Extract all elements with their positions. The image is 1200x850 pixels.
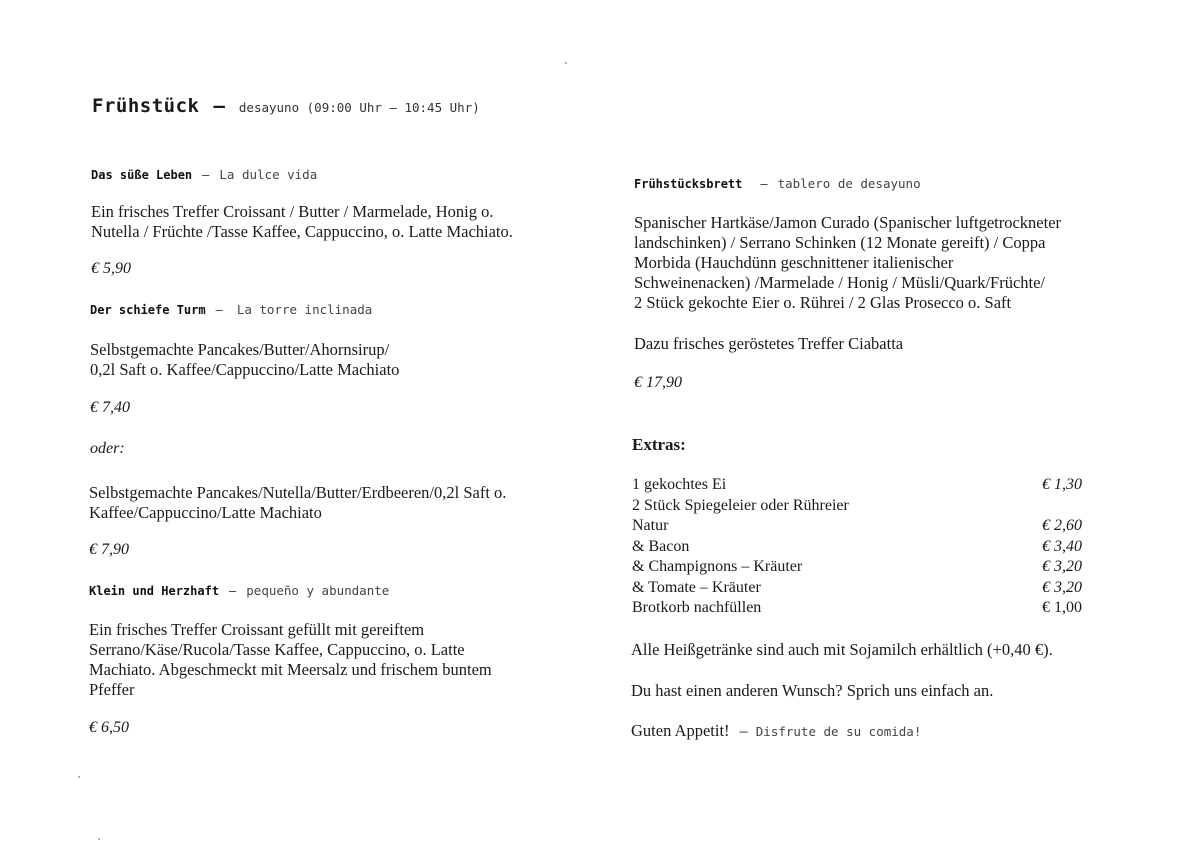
title-dash: – — [213, 95, 225, 117]
description-line: Nutella / Früchte /Tasse Kaffee, Cappuccino, o. Latte Machiato. — [91, 222, 513, 241]
description-line: Ein frisches Treffer Croissant gefüllt mit gereiftem — [89, 620, 425, 639]
description-line: Morbida (Hauchdünn geschnittener italienischer — [634, 253, 954, 272]
item-price: € 7,90 — [89, 541, 129, 558]
heading-dash: – — [202, 168, 210, 182]
section-heading: Das süße Leben — [91, 168, 193, 182]
extra-price: € 2,60 — [1042, 517, 1082, 534]
list-item — [632, 579, 1092, 600]
section-subheading: pequeño y abundante — [246, 583, 390, 598]
extra-label: & Tomate – Kräuter — [632, 578, 761, 596]
extras-title: Extras: — [632, 435, 686, 454]
description-line: Kaffee/Cappuccino/Latte Machiato — [89, 503, 322, 522]
page-subtitle: desayuno (09:00 Uhr – 10:45 Uhr) — [238, 100, 480, 115]
item-price: € 7,40 — [90, 399, 130, 416]
page-title: Frühstück — [92, 95, 200, 117]
description-line: Schweinenacken) /Marmelade / Honig / Müsli/Quark/Früchte/ — [634, 273, 1046, 292]
extra-price: € 3,20 — [1042, 578, 1082, 596]
extra-label: & Bacon — [632, 537, 690, 555]
heading-dash: – — [760, 177, 768, 191]
extra-price: € 3,20 — [1042, 558, 1082, 575]
item-description — [90, 340, 399, 380]
section-heading-row — [89, 582, 389, 600]
extra-price: € 3,40 — [1042, 537, 1082, 555]
extra-label: & Champignons – Kräuter — [632, 558, 803, 575]
item-description — [89, 620, 492, 700]
section-heading-row — [90, 301, 372, 319]
description-line: Selbstgemachte Pancakes/Nutella/Butter/Erdbeeren/0,2l Saft o. — [89, 483, 507, 502]
closing-row — [631, 721, 921, 741]
section-heading: Der schiefe Turm — [90, 303, 206, 317]
section-heading-row — [634, 175, 921, 193]
description-line: Ein frisches Treffer Croissant / Butter / Marmelade, Honig o. — [91, 202, 494, 221]
item-description — [91, 202, 513, 242]
scan-speck — [78, 776, 80, 778]
extra-label: Natur — [632, 517, 669, 534]
section-subheading: La torre inclinada — [236, 302, 373, 317]
page-title-row — [92, 95, 480, 117]
heading-dash: – — [215, 303, 223, 317]
item-price: € 6,50 — [89, 719, 129, 736]
closing-dash: – — [739, 721, 748, 740]
list-item — [632, 538, 1092, 559]
item-description — [634, 213, 1061, 313]
list-item — [632, 599, 1092, 620]
extra-label: 1 gekochtes Ei — [632, 476, 727, 493]
scan-speck — [98, 838, 100, 840]
closing-spanish: Disfrute de su comida! — [755, 724, 922, 739]
description-line: landschinken) / Serrano Schinken (12 Monate gereift) / Coppa — [634, 233, 1046, 252]
description-line: 2 Stück gekochte Eier o. Rührei / 2 Glas Prosecco o. Saft — [634, 293, 1012, 312]
extras-list — [632, 476, 1092, 620]
extra-label: Brotkorb nachfüllen — [632, 599, 762, 616]
description-line: Pfeffer — [89, 680, 135, 699]
heading-dash: – — [229, 584, 237, 598]
soy-milk-note: Alle Heißgetränke sind auch mit Sojamilch erhältlich (+0,40 €). — [631, 640, 1053, 659]
description-line: 0,2l Saft o. Kaffee/Cappuccino/Latte Machiato — [90, 360, 400, 379]
section-heading: Frühstücksbrett — [634, 177, 743, 191]
extra-price: € 1,30 — [1042, 476, 1082, 493]
wish-note: Du hast einen anderen Wunsch? Sprich uns einfach an. — [631, 681, 994, 700]
extra-label: 2 Stück Spiegeleier oder Rühreier — [632, 496, 849, 514]
list-item — [632, 497, 1092, 518]
list-item — [632, 476, 1092, 497]
description-line: Serrano/Käse/Rucola/Tasse Kaffee, Cappuccino, o. Latte — [89, 640, 465, 659]
item-price: € 5,90 — [91, 260, 131, 277]
item-extra-line: Dazu frisches geröstetes Treffer Ciabatta — [634, 334, 904, 353]
section-heading: Klein und Herzhaft — [89, 584, 220, 598]
item-description — [89, 483, 506, 523]
closing-text: Guten Appetit! — [631, 721, 730, 740]
list-item — [632, 517, 1092, 538]
section-subheading: La dulce vida — [219, 167, 318, 182]
extra-price: € 1,00 — [1042, 599, 1082, 616]
alternative-label: oder: — [90, 440, 125, 457]
scan-speck — [565, 62, 567, 64]
description-line: Selbstgemachte Pancakes/Butter/Ahornsirup/ — [90, 340, 390, 359]
item-price: € 17,90 — [634, 374, 682, 391]
section-subheading: tablero de desayuno — [777, 176, 921, 191]
description-line: Machiato. Abgeschmeckt mit Meersalz und frischem buntem — [89, 660, 492, 679]
list-item — [632, 558, 1092, 579]
description-line: Spanischer Hartkäse/Jamon Curado (Spanischer luftgetrockneter — [634, 213, 1062, 232]
section-heading-row — [91, 166, 317, 184]
